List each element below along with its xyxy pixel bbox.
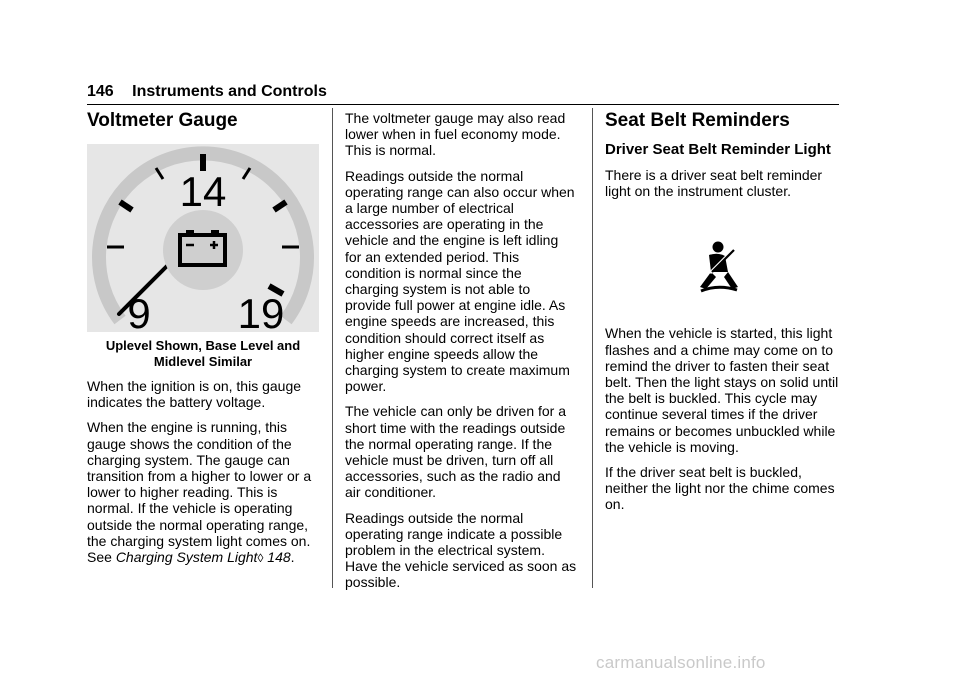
gauge-center (163, 210, 243, 290)
voltmeter-para-2-text: When the engine is running, this gauge shows the condition of the charging system. The gauge can transition from a higher to lower or a lower to higher reading. This is normal. If the vehicle is operating outside the normal operating range, the charging system light comes on. See (87, 419, 312, 566)
gauge-label-19: 19 (237, 290, 285, 332)
page-ref-number[interactable]: 148 (267, 549, 291, 566)
voltmeter-gauge-illustration (87, 144, 319, 332)
col2-para-1: The voltmeter gauge may also read lower when in fuel economy mode. This is normal. (345, 110, 566, 159)
col2-para-4: Readings outside the normal operating range indicate a possible problem in the electrical system. Have the vehicle serviced as soon as possible. (345, 509, 577, 591)
seatbelt-para-3: If the driver seat belt is buckled, neither the light nor the chime comes on. (605, 464, 835, 513)
page-header (87, 82, 839, 105)
section-title: Instruments and Controls (132, 83, 327, 100)
col2-para-2: Readings outside the normal operating range can also occur when a large number of electrical accessories are operating in the vehicle and the engine is left idling for an extended period. This condition is normal since the charging system is not able to provide full power at engine idle. As engine speeds are increased, this condition should correct itself as higher engine speeds allow the charging system to create maximum power. (345, 167, 575, 395)
seatbelt-reminder-icon (698, 241, 746, 293)
seatbelt-para-2: When the vehicle is started, this light flashes and a chime may come on to remind the driver to fasten their seat belt. Then the light stays on solid until the belt is buckled. This cycle may continue several times if the driver remains or becomes unbuckled while the vehicle is moving. (605, 325, 839, 455)
page-number: 146 (87, 83, 114, 100)
seat-belt-heading: Seat Belt Reminders (605, 110, 790, 131)
para-end: . (290, 549, 295, 566)
voltmeter-heading: Voltmeter Gauge (87, 110, 238, 131)
gauge-label-14: 14 (179, 168, 227, 215)
column-2 (345, 110, 577, 600)
voltmeter-para-1: When the ignition is on, this gauge indicates the battery voltage. (87, 378, 302, 411)
gauge-label-9: 9 (127, 290, 151, 332)
seatbelt-para-1: There is a driver seat belt reminder light on the instrument cluster. (605, 167, 823, 200)
column-3 (605, 110, 839, 522)
col2-para-3: The vehicle can only be driven for a short time with the readings outside the normal operating range. If the vehicle must be driven, turn off all accessories, such as the radio and air conditioner. (345, 403, 567, 501)
column-divider-2 (592, 108, 593, 588)
gauge-caption: Uplevel Shown, Base Level and Midlevel Similar (105, 338, 301, 369)
column-divider-1 (332, 108, 333, 588)
charging-system-light-link[interactable]: Charging System Light (115, 549, 258, 566)
page-ref-arrow-icon: ◊ (257, 551, 264, 566)
driver-seat-belt-subheading: Driver Seat Belt Reminder Light (605, 141, 831, 158)
column-1 (87, 110, 319, 575)
voltmeter-para-2 (87, 419, 319, 566)
watermark: carmanualsonline.info (596, 653, 766, 672)
